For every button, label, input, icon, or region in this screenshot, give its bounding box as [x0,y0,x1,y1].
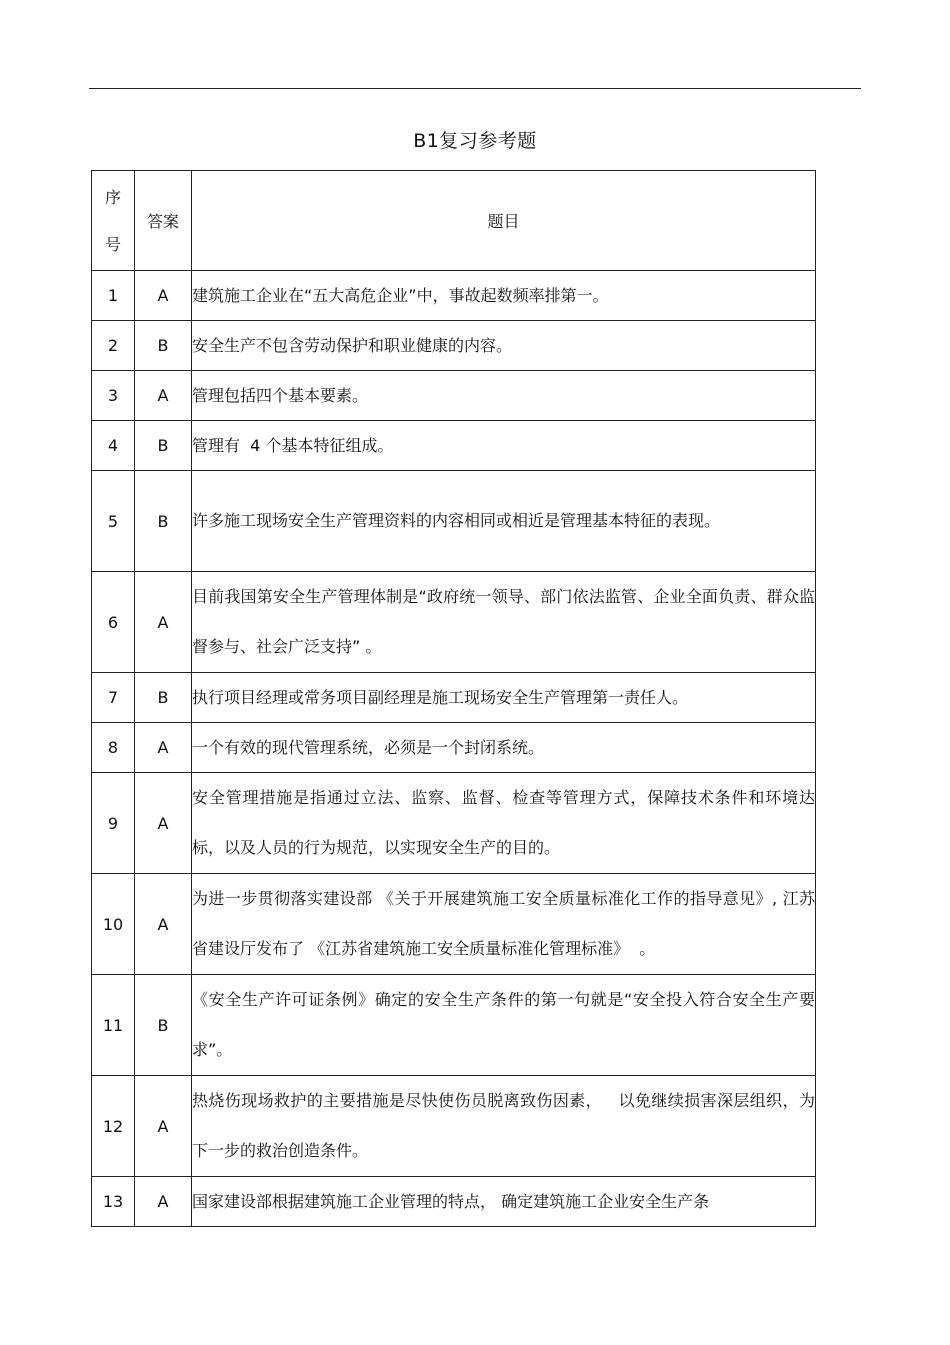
row-question: 许多施工现场安全生产管理资料的内容相同或相近是管理基本特征的表现。 [192,471,816,572]
row-answer: A [135,1076,192,1177]
row-answer: A [135,874,192,975]
row-number: 7 [92,673,135,723]
table-row [92,1177,816,1227]
row-answer: A [135,271,192,321]
row-answer: B [135,471,192,572]
table-row [92,321,816,371]
row-number: 3 [92,371,135,421]
table-row [92,773,816,874]
row-question: 管理包括四个基本要素。 [192,371,816,421]
row-answer: B [135,673,192,723]
row-question: 为进一步贯彻落实建设部 《关于开展建筑施工安全质量标准化工作的指导意见》, 江苏省建设厅发布了 《江苏省建筑施工安全质量标准化管理标准》 。 [192,874,816,975]
table-row [92,723,816,773]
header-number-line1: 序 [104,187,121,207]
header-number-line2: 号 [104,234,121,254]
table-row [92,874,816,975]
row-number: 13 [92,1177,135,1227]
row-number: 10 [92,874,135,975]
row-answer: B [135,975,192,1076]
table-row [92,271,816,321]
table-row [92,421,816,471]
row-number: 6 [92,572,135,673]
header-rule [89,88,861,89]
row-question: 国家建设部根据建筑施工企业管理的特点， 确定建筑施工企业安全生产条 [192,1177,816,1227]
row-question: 管理有 4 个基本特征组成。 [192,421,816,471]
row-question: 建筑施工企业在“五大高危企业”中，事故起数频率排第一。 [192,271,816,321]
row-number: 8 [92,723,135,773]
row-question: 执行项目经理或常务项目副经理是施工现场安全生产管理第一责任人。 [192,673,816,723]
row-question: 一个有效的现代管理系统，必须是一个封闭系统。 [192,723,816,773]
row-answer: A [135,773,192,874]
question-table [91,170,816,1227]
table-header-row [92,171,816,271]
table-row [92,975,816,1076]
table-row [92,673,816,723]
table-row [92,1076,816,1177]
row-question: 热烧伤现场救护的主要措施是尽快使伤员脱离致伤因素， 以免继续损害深层组织，为下一步的救治创造条件。 [192,1076,816,1177]
row-answer: B [135,321,192,371]
header-question: 题目 [192,171,816,271]
table-row [92,471,816,572]
row-number: 12 [92,1076,135,1177]
header-number [92,171,135,271]
row-question: 《安全生产许可证条例》确定的安全生产条件的第一句就是“安全投入符合安全生产要求”。 [192,975,816,1076]
row-question: 安全生产不包含劳动保护和职业健康的内容。 [192,321,816,371]
row-answer: A [135,371,192,421]
document-title: B1复习参考题 [413,130,537,152]
row-question: 安全管理措施是指通过立法、监察、监督、检查等管理方式，保障技术条件和环境达标，以及人员的行为规范，以实现安全生产的目的。 [192,773,816,874]
row-question: 目前我国第安全生产管理体制是“政府统一领导、部门依法监管、企业全面负责、群众监督参与、社会广泛支持” 。 [192,572,816,673]
row-number: 11 [92,975,135,1076]
row-number: 1 [92,271,135,321]
row-answer: A [135,1177,192,1227]
table-row [92,371,816,421]
row-answer: A [135,723,192,773]
row-number: 5 [92,471,135,572]
row-number: 2 [92,321,135,371]
row-answer: A [135,572,192,673]
row-number: 4 [92,421,135,471]
row-number: 9 [92,773,135,874]
row-answer: B [135,421,192,471]
header-answer: 答案 [135,171,192,271]
table-row [92,572,816,673]
